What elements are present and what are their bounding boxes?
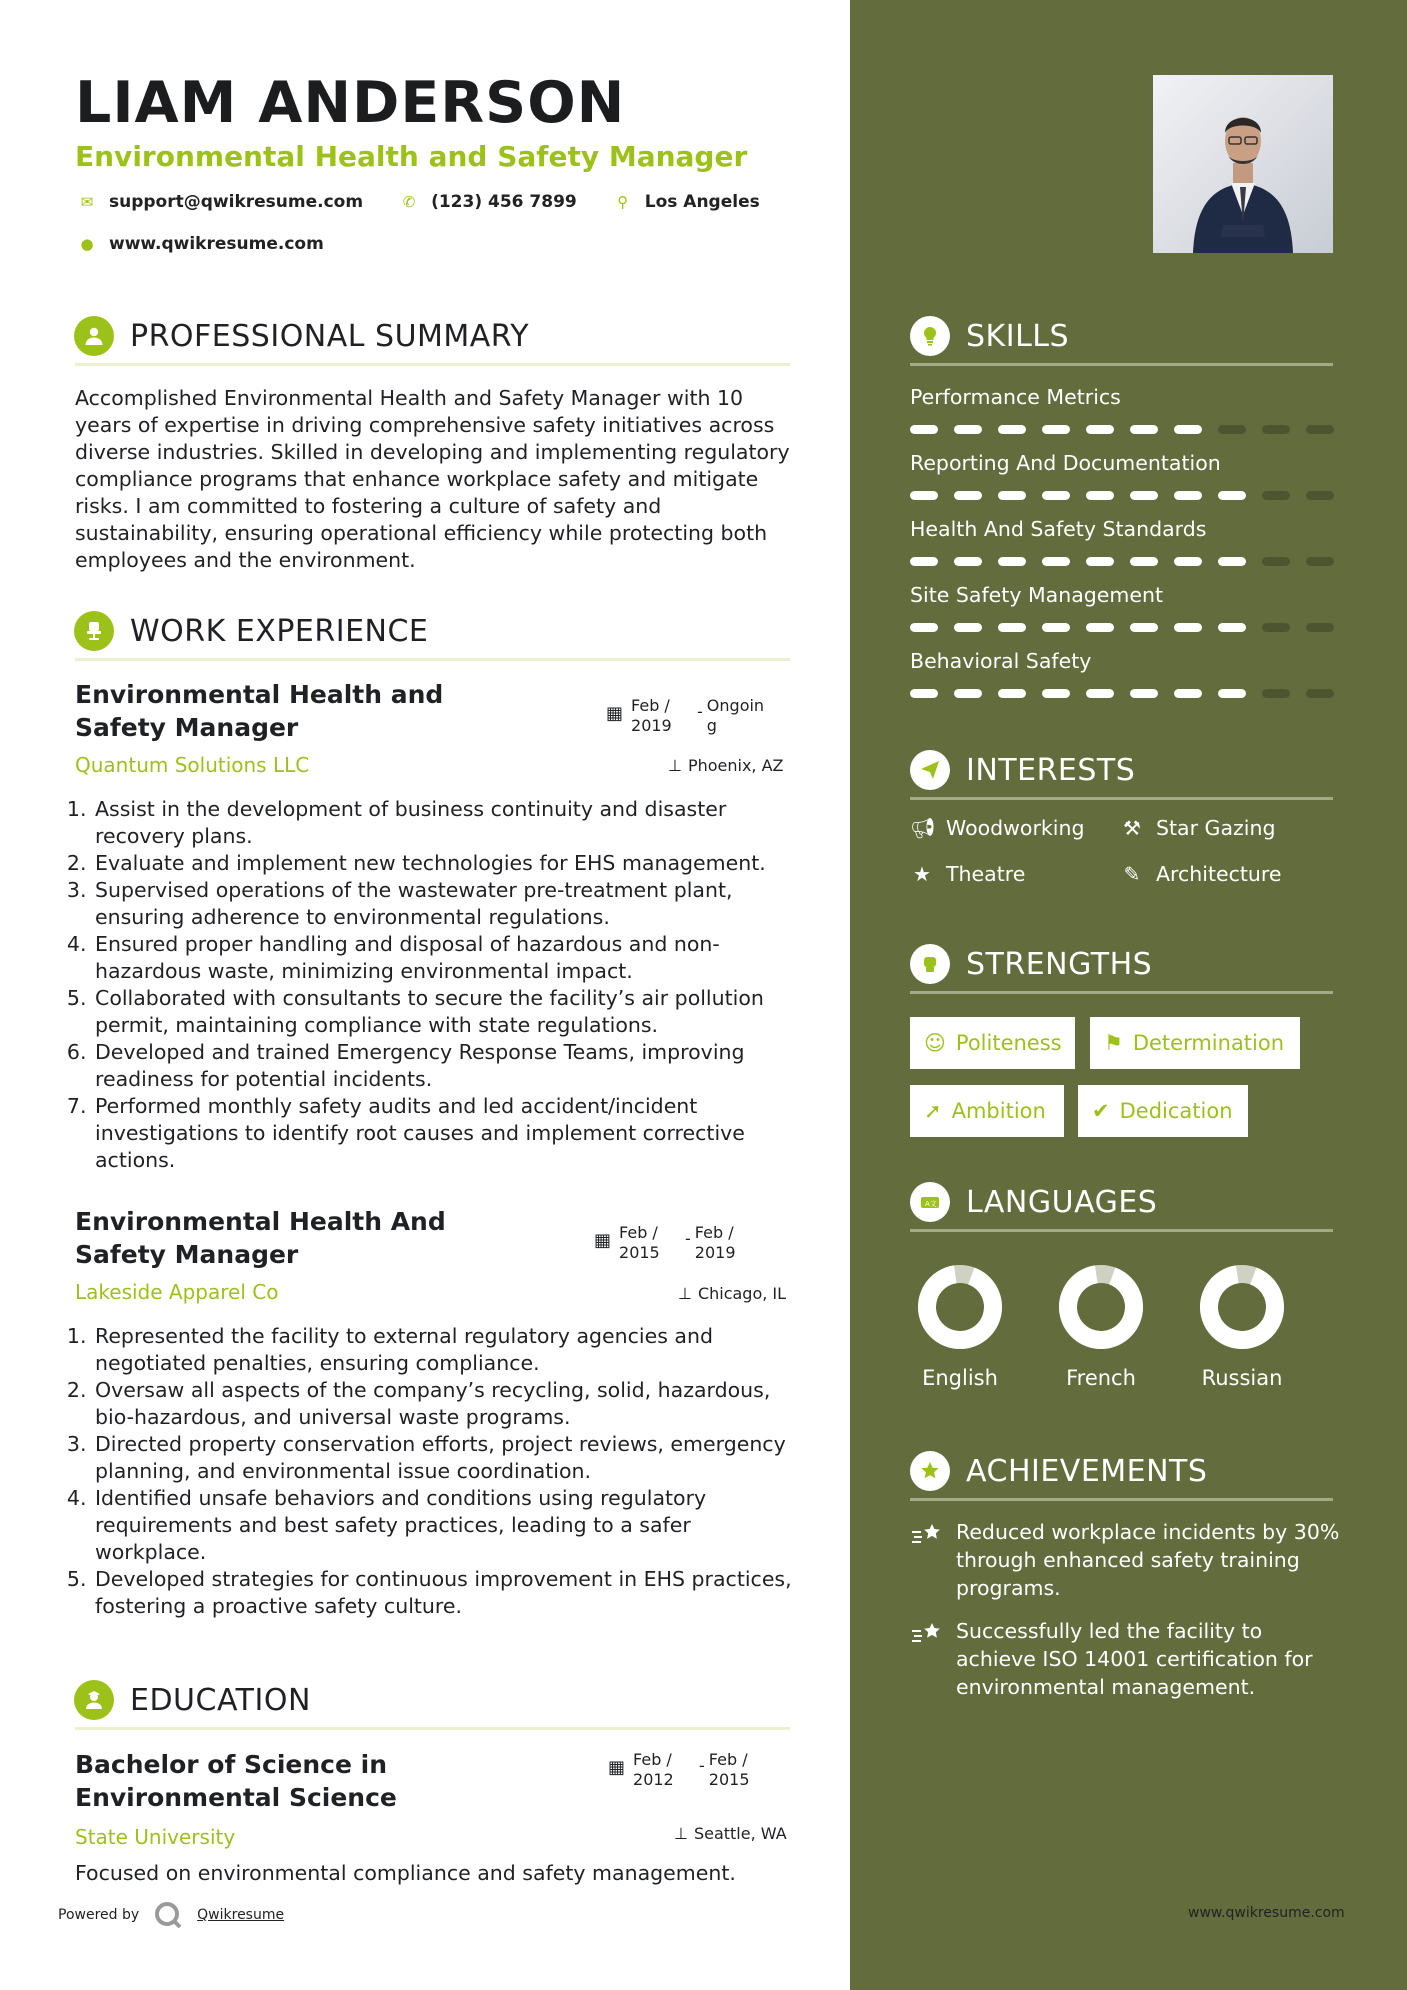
job-end-1: Ongoin g [706, 696, 765, 735]
qwikresume-link[interactable]: Qwikresume [197, 1907, 285, 1923]
skill-dash-filled [910, 689, 938, 698]
skill-dash-filled [954, 623, 982, 632]
language-item [1041, 1262, 1161, 1390]
skill-dash-filled [1086, 557, 1114, 566]
skill-dash-filled [1174, 491, 1202, 500]
skill-dash-filled [954, 557, 982, 566]
skill-dash-filled [954, 425, 982, 434]
interests-heading [910, 750, 1135, 790]
job-title-1: Environmental Health and Safety Manager [75, 680, 444, 742]
strength-chip [910, 1085, 1064, 1137]
achievement-text: Reduced workplace incidents by 30% through enhanced safety training programs. [956, 1520, 1340, 1600]
strength-chip [1078, 1085, 1248, 1137]
star-icon: ★ [913, 862, 931, 886]
interests-title: INTERESTS [966, 752, 1136, 788]
skill-dash-empty [1306, 557, 1334, 566]
skill-dash-filled [998, 557, 1026, 566]
chair-icon [74, 611, 114, 651]
candidate-name: LIAM ANDERSON [75, 70, 626, 136]
skill-name: Behavioral Safety [910, 649, 1092, 673]
duty-item: 7. Performed monthly safety audits and led accident/incident investigations to identify root causes and implement corrective actions. [93, 1093, 795, 1174]
education-title: EDUCATION [130, 1682, 311, 1718]
summary-title: PROFESSIONAL SUMMARY [130, 318, 530, 354]
summary-text: Accomplished Environmental Health and Safety Manager with 10 years of expertise in driving comprehensive safety initiatives across diverse industries. Skilled in developing and implementing regulatory compliance programs that enhance workplace safety and mitigate risks. I am committed to fostering a culture of safety and sustainability, ensuring operational efficiency while protecting both employees and the environment. [75, 386, 790, 572]
job-location-1 [668, 756, 784, 775]
globe-icon: ● [80, 235, 94, 253]
rocket-icon: ➚ [924, 1099, 942, 1123]
skill-dash-filled [1086, 689, 1114, 698]
strength-label: Dedication [1119, 1099, 1233, 1123]
skill-dash-filled [954, 689, 982, 698]
footer-powered [58, 1900, 284, 1930]
job-location-text-2: Chicago, IL [697, 1284, 787, 1303]
contact-email[interactable]: support@qwikresume.com [109, 192, 364, 212]
strengths-heading [910, 944, 1152, 984]
languages-heading [910, 1182, 1157, 1222]
phone-icon: ✆ [402, 193, 416, 211]
duty-item: 1. Represented the facility to external regulatory agencies and negotiated penalties, ensuring compliance. [93, 1323, 795, 1377]
skill-name: Reporting And Documentation [910, 451, 1221, 475]
skill-dash-filled [1042, 425, 1070, 434]
language-item [900, 1262, 1020, 1390]
school-location-text: Seattle, WA [693, 1824, 787, 1843]
map-pin-icon: ⚲ [617, 193, 629, 211]
summary-divider [75, 363, 790, 366]
language-ring [1056, 1262, 1146, 1352]
user-icon [74, 316, 114, 356]
shooting-star-icon [910, 1520, 944, 1548]
envelope-icon: ✉ [80, 193, 94, 211]
job-duties-1 [75, 796, 795, 1174]
gavel-icon: ⚒ [1123, 816, 1141, 840]
skill-dash-empty [1262, 557, 1290, 566]
job-company-2: Lakeside Apparel Co [75, 1280, 279, 1304]
skill-dash-filled [910, 623, 938, 632]
achievements-divider [910, 1498, 1333, 1501]
experience-heading [74, 611, 428, 651]
megaphone-icon: 📢︎ [910, 816, 936, 840]
skill-dash-filled [1086, 491, 1114, 500]
duty-item: 1. Assist in the development of business continuity and disaster recovery plans. [93, 796, 795, 850]
achievements-heading [910, 1451, 1207, 1491]
strength-chip [1090, 1017, 1300, 1069]
skill-dash-filled [1174, 623, 1202, 632]
ruler-icon: ✎ [1123, 862, 1141, 886]
experience-divider [75, 658, 790, 661]
job-location-text-1: Phoenix, AZ [687, 756, 784, 775]
skills-title: SKILLS [966, 318, 1070, 354]
duty-item: 4. Identified unsafe behaviors and conditions using regulatory requirements and best safety practices, leading to a safer workplace. [93, 1485, 795, 1566]
interest-label: Star Gazing [1156, 816, 1276, 840]
calendar-icon: ▦ [606, 703, 624, 724]
skill-dash-filled [1042, 623, 1070, 632]
language-label: English [922, 1366, 998, 1390]
strengths-divider [910, 991, 1333, 994]
experience-title: WORK EXPERIENCE [130, 613, 429, 649]
interest-item [910, 862, 1025, 886]
skill-dash-empty [1262, 425, 1290, 434]
skill-dash-filled [1218, 557, 1246, 566]
translate-icon [910, 1182, 950, 1222]
duty-item: 2. Oversaw all aspects of the company’s recycling, solid, hazardous, bio-hazardous, and universal waste programs. [93, 1377, 795, 1431]
contact-phone: (123) 456 7899 [431, 192, 577, 212]
education-divider [75, 1727, 790, 1730]
skill-dash-filled [1218, 689, 1246, 698]
skill-dash-empty [1306, 425, 1334, 434]
skill-dash-empty [1306, 623, 1334, 632]
pushpin-icon: ⊥ [678, 1284, 692, 1303]
skill-dash-filled [1174, 557, 1202, 566]
skill-dash-filled [954, 491, 982, 500]
skill-dash-filled [1042, 557, 1070, 566]
skill-dash-filled [1130, 491, 1158, 500]
strength-label: Ambition [951, 1099, 1046, 1123]
skill-dash-filled [1130, 623, 1158, 632]
job-start-2: Feb / 2015 [619, 1223, 660, 1262]
skill-dash-empty [1218, 425, 1246, 434]
skill-dash-filled [1042, 689, 1070, 698]
skill-dash-filled [1218, 623, 1246, 632]
skill-dash-filled [1174, 425, 1202, 434]
school-name: State University [75, 1825, 236, 1849]
education-start: Feb / 2012 [633, 1750, 674, 1789]
skill-dash-filled [998, 425, 1026, 434]
smile-icon: ☺ [924, 1031, 946, 1055]
graduate-icon [74, 1680, 114, 1720]
skill-meter [910, 425, 1334, 434]
job-title-2: Environmental Health And Safety Manager [75, 1207, 446, 1269]
profile-photo [1153, 75, 1333, 253]
education-heading [74, 1680, 311, 1720]
skill-dash-filled [910, 557, 938, 566]
duty-item: 3. Directed property conservation efforts, project reviews, emergency planning, and environmental issue coordination. [93, 1431, 795, 1485]
education-end: Feb / 2015 [708, 1750, 750, 1789]
skill-dash-filled [910, 491, 938, 500]
achievement-item [910, 1617, 1340, 1701]
duty-item: 3. Supervised operations of the wastewater pre-treatment plant, ensuring adherence to environmental regulations. [93, 877, 795, 931]
svg-text:A文: A文 [925, 1200, 937, 1208]
interest-item [910, 816, 1084, 840]
skill-dash-empty [1262, 623, 1290, 632]
qwikresume-logo-icon [153, 1900, 183, 1930]
skill-dash-empty [1262, 689, 1290, 698]
award-star-icon [910, 1451, 950, 1491]
job-dates-1: ▦ Feb / 2019 - Ongoin g [606, 696, 775, 736]
skill-dash-filled [1130, 425, 1158, 434]
interest-label: Woodworking [946, 816, 1085, 840]
interest-label: Theatre [946, 862, 1026, 886]
strength-label: Determination [1132, 1031, 1285, 1055]
check-circle-icon: ✔ [1092, 1099, 1110, 1123]
job-dates-2: ▦ Feb / 2015 - Feb / 2019 [594, 1223, 747, 1263]
languages-divider [910, 1229, 1333, 1232]
skill-meter [910, 623, 1334, 632]
sidebar-column [850, 0, 1407, 1990]
school-location [674, 1824, 787, 1843]
interests-divider [910, 797, 1333, 800]
skill-dash-filled [1086, 425, 1114, 434]
degree-title: Bachelor of Science in Environmental Science [75, 1750, 397, 1812]
duty-item: 4. Ensured proper handling and disposal of hazardous and non-hazardous waste, minimizing environmental impact. [93, 931, 795, 985]
job-company-1: Quantum Solutions LLC [75, 753, 310, 777]
skill-name: Site Safety Management [910, 583, 1164, 607]
skill-dash-filled [1042, 491, 1070, 500]
skill-dash-filled [1086, 623, 1114, 632]
language-label: French [1066, 1366, 1136, 1390]
duty-item: 5. Developed strategies for continuous improvement in EHS practices, fostering a proactive safety culture. [93, 1566, 795, 1620]
skill-dash-filled [910, 425, 938, 434]
skill-dash-empty [1306, 689, 1334, 698]
skill-meter [910, 689, 1334, 698]
skill-name: Performance Metrics [910, 385, 1121, 409]
skill-meter [910, 557, 1334, 566]
duty-item: 5. Collaborated with consultants to secure the facility’s air pollution permit, maintaining compliance with state regulations. [93, 985, 795, 1039]
flag-icon: ⚑ [1104, 1031, 1123, 1055]
education-dates: ▦ Feb / 2012 - Feb / 2015 [608, 1750, 761, 1790]
skill-dash-filled [1218, 491, 1246, 500]
skill-dash-filled [1174, 689, 1202, 698]
skill-dash-filled [998, 491, 1026, 500]
language-ring [915, 1262, 1005, 1352]
education-description: Focused on environmental compliance and safety management. [75, 1861, 736, 1885]
achievements-title: ACHIEVEMENTS [966, 1453, 1208, 1489]
achievement-text: Successfully led the facility to achieve ISO 14001 certification for environmental management. [956, 1619, 1313, 1699]
fist-icon [910, 944, 950, 984]
skill-meter [910, 491, 1334, 500]
strength-label: Politeness [955, 1031, 1062, 1055]
interest-label: Architecture [1156, 862, 1282, 886]
interest-item [1120, 862, 1282, 886]
calendar-icon: ▦ [608, 1757, 626, 1778]
skills-heading [910, 316, 1069, 356]
paper-plane-icon [910, 750, 950, 790]
summary-heading [74, 316, 529, 356]
duty-item: 6. Developed and trained Emergency Response Teams, improving readiness for potential incidents. [93, 1039, 795, 1093]
contact-row [75, 192, 760, 212]
skill-dash-empty [1306, 491, 1334, 500]
language-label: Russian [1201, 1366, 1283, 1390]
duty-item: 2. Evaluate and implement new technologies for EHS management. [93, 850, 795, 877]
job-location-2 [678, 1284, 786, 1303]
skill-dash-filled [998, 689, 1026, 698]
interest-item [1120, 816, 1275, 840]
skill-dash-filled [1130, 557, 1158, 566]
pushpin-icon: ⊥ [668, 756, 682, 775]
skills-divider [910, 363, 1333, 366]
skill-dash-empty [1262, 491, 1290, 500]
lightbulb-icon [910, 316, 950, 356]
website-row [75, 234, 324, 254]
footer-website[interactable]: www.qwikresume.com [1188, 1905, 1345, 1921]
job-start-1: Feb / 2019 [631, 696, 672, 735]
calendar-icon: ▦ [594, 1230, 612, 1251]
language-ring [1197, 1262, 1287, 1352]
pushpin-icon: ⊥ [674, 1824, 688, 1843]
skill-dash-filled [1130, 689, 1158, 698]
strength-chip [910, 1017, 1075, 1069]
skill-name: Health And Safety Standards [910, 517, 1207, 541]
languages-title: LANGUAGES [966, 1184, 1158, 1220]
candidate-title: Environmental Health and Safety Manager [75, 140, 748, 173]
contact-location: Los Angeles [644, 192, 760, 212]
contact-website[interactable]: www.qwikresume.com [109, 234, 324, 254]
powered-by-text: Powered by [58, 1907, 140, 1923]
language-item [1182, 1262, 1302, 1390]
shooting-star-icon [910, 1619, 944, 1647]
job-duties-2 [75, 1323, 795, 1620]
achievement-item [910, 1518, 1340, 1602]
job-end-2: Feb / 2019 [694, 1223, 736, 1262]
skill-dash-filled [998, 623, 1026, 632]
strengths-title: STRENGTHS [966, 946, 1153, 982]
